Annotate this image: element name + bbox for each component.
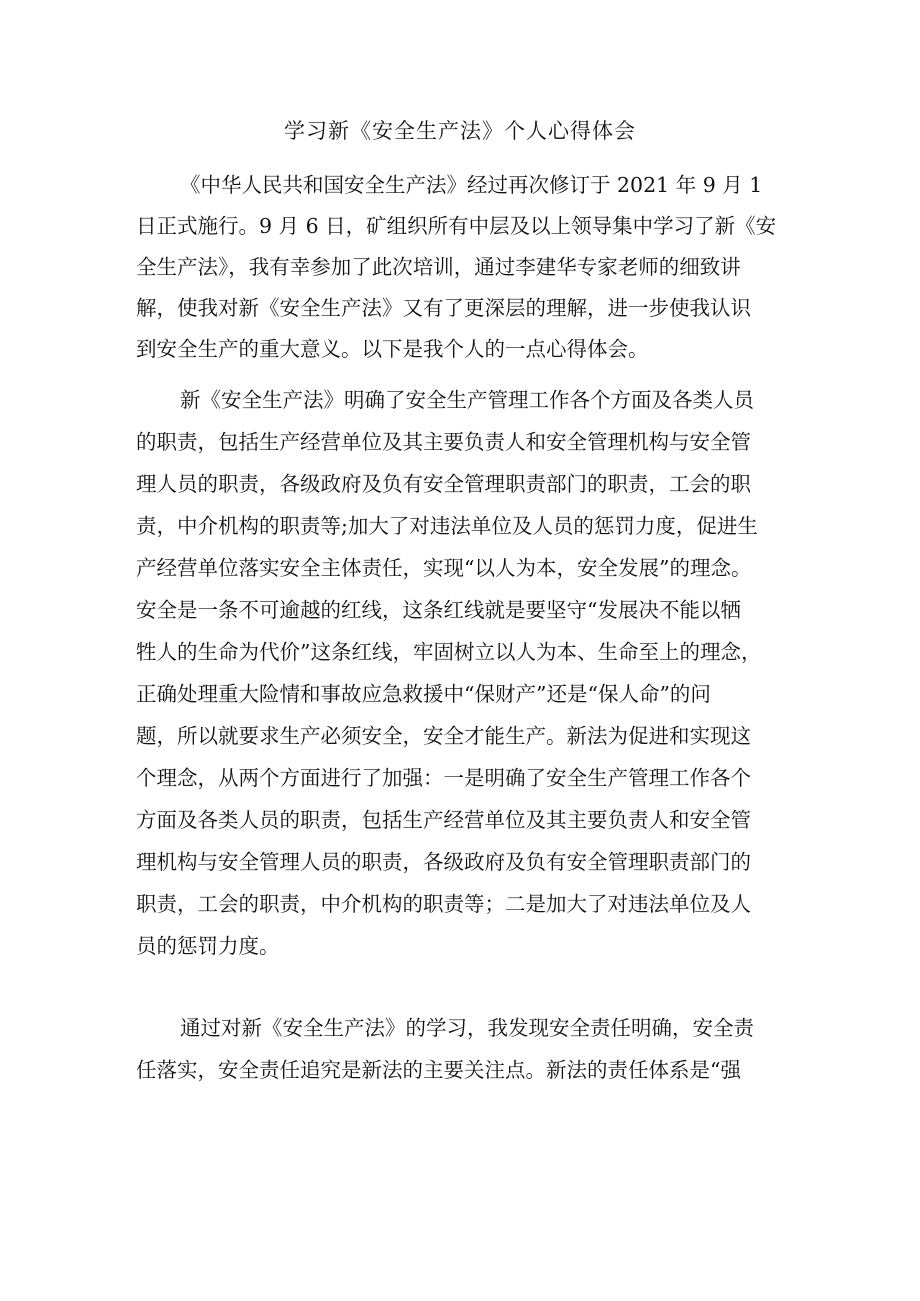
document-title: 学习新《安全生产法》个人心得体会 [284, 119, 636, 143]
paragraph-line: 员的惩罚力度。 [136, 934, 280, 958]
paragraph-line: 理人员的职责，各级政府及负有安全管理职责部门的职责，工会的职 [136, 472, 751, 496]
paragraph-line: 责，中介机构的职责等;加大了对违法单位及人员的惩罚力度，促进生 [136, 514, 758, 538]
paragraph-line: 任落实，安全责任追究是新法的主要关注点。新法的责任体系是“强 [136, 1058, 741, 1082]
paragraph-line: 正确处理重大险情和事故应急救援中“保财产”还是“保人命”的问 [136, 682, 711, 706]
paragraph-line: 牲人的生命为代价”这条红线，牢固树立以人为本、生命至上的理念， [136, 640, 762, 664]
paragraph-line: 《中华人民共和国安全生产法》经过再次修订于 2021 年 9 月 1 [180, 173, 763, 197]
paragraph-line: 日正式施行。9 月 6 日，矿组织所有中层及以上领导集中学习了新《安 [136, 214, 777, 238]
paragraph-line: 职责，工会的职责，中介机构的职责等；二是加大了对违法单位及人 [136, 892, 751, 916]
paragraph-line: 全生产法》，我有幸参加了此次培训，通过李建华专家老师的细致讲 [136, 255, 741, 279]
paragraph-line: 的职责，包括生产经营单位及其主要负责人和安全管理机构与安全管 [136, 430, 751, 454]
paragraph-line: 通过对新《安全生产法》的学习，我发现安全责任明确，安全责 [180, 1016, 754, 1040]
paragraph-line: 安全是一条不可逾越的红线，这条红线就是要坚守“发展决不能以牺 [136, 598, 741, 622]
paragraph-line: 方面及各类人员的职责，包括生产经营单位及其主要负责人和安全管 [136, 808, 751, 832]
paragraph-line: 到安全生产的重大意义。以下是我个人的一点心得体会。 [136, 337, 649, 361]
paragraph-line: 新《安全生产法》明确了安全生产管理工作各个方面及各类人员 [180, 388, 754, 412]
paragraph-line: 个理念，从两个方面进行了加强：一是明确了安全生产管理工作各个 [136, 766, 751, 790]
paragraph-line: 题，所以就要求生产必须安全，安全才能生产。新法为促进和实现这 [136, 724, 751, 748]
paragraph-line: 理机构与安全管理人员的职责，各级政府及负有安全管理职责部门的 [136, 850, 751, 874]
paragraph-line: 解，使我对新《安全生产法》又有了更深层的理解，进一步使我认识 [136, 296, 751, 320]
paragraph-line: 产经营单位落实安全主体责任，实现“以人为本，安全发展”的理念。 [136, 556, 752, 580]
